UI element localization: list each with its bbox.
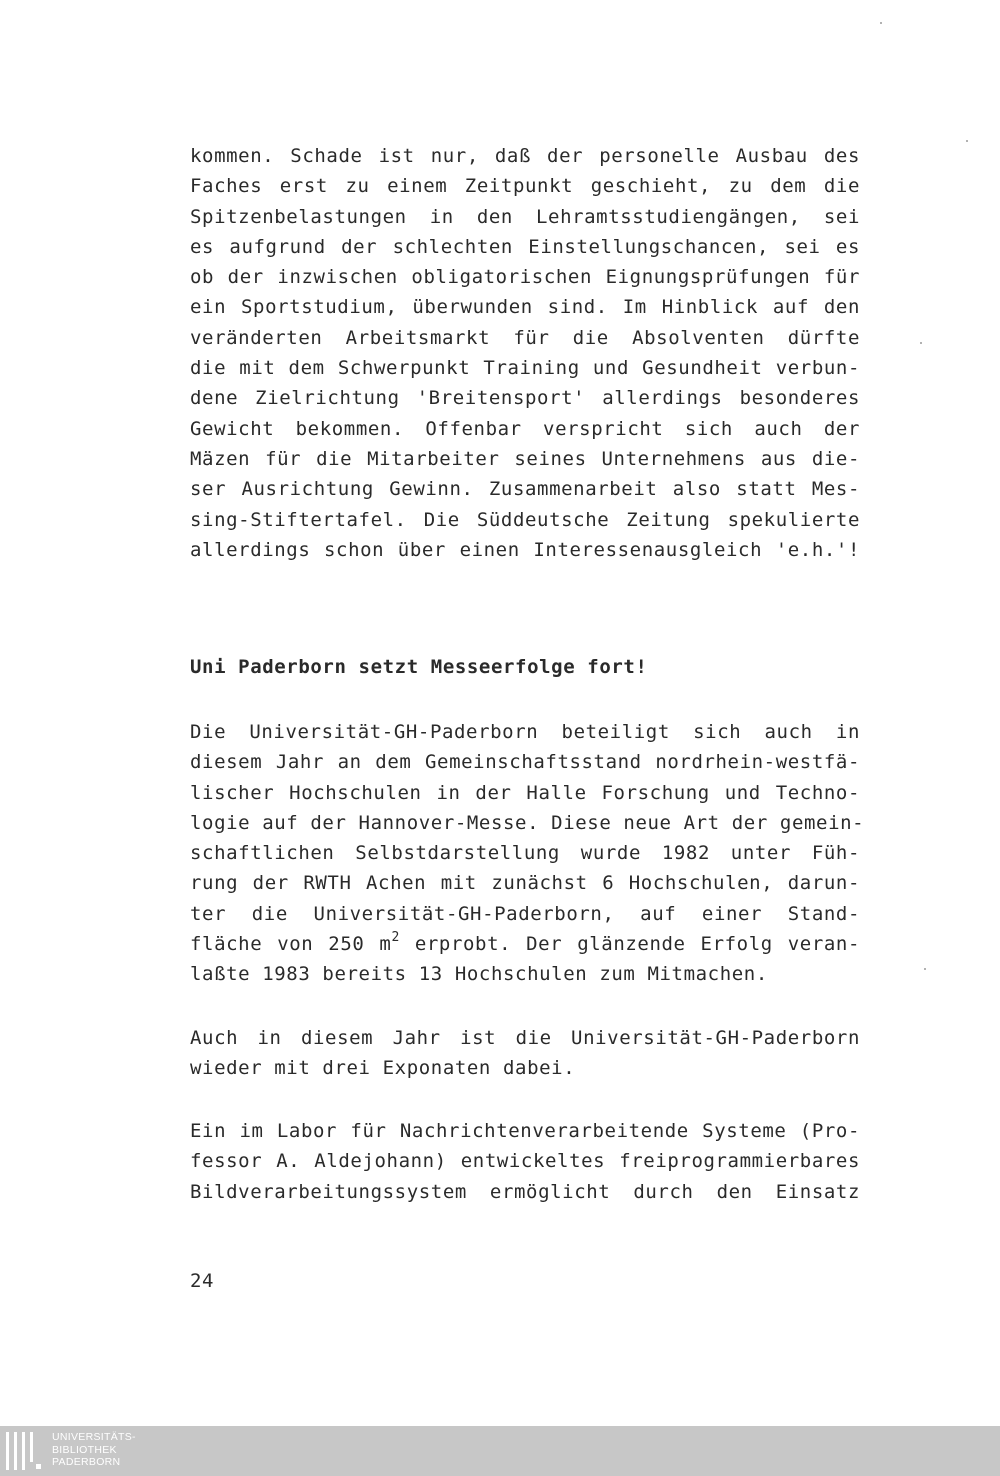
logo-dot (36, 1464, 41, 1469)
section-heading: Uni Paderborn setzt Messeerfolge fort! (190, 656, 648, 678)
logo-line: UNIVERSITÄTS- (52, 1431, 136, 1443)
text-line: allerdings schon über einen Interessenausgleich 'e.h.'! (190, 538, 860, 561)
text-line: logie auf der Hannover-Messe. Diese neue Art der gemein- (190, 811, 865, 834)
text-line: es aufgrund der schlechten Einstellungschancen, sei es (190, 235, 860, 258)
text-line: Die Universität-GH-Paderborn beteiligt sich auch in (190, 721, 860, 743)
text-line: Faches erst zu einem Zeitpunkt geschieht, zu dem die (190, 175, 860, 198)
text-line: ob der inzwischen obligatorischen Eignungsprüfungen für (190, 266, 860, 289)
paragraph-1 (190, 141, 860, 565)
text-line: Gewicht bekommen. Offenbar verspricht sich auch der (190, 417, 860, 440)
text-line: veränderten Arbeitsmarkt für die Absolventen dürfte (190, 326, 860, 349)
library-logo-icon (6, 1432, 33, 1470)
text-line: laßte 1983 bereits 13 Hochschulen zum Mitmachen. (190, 963, 768, 986)
text-line: rung der RWTH Achen mit zunächst 6 Hochschulen, darun- (190, 872, 860, 895)
logo-line: BIBLIOTHEK (52, 1443, 117, 1456)
text-line-with-superscript (190, 929, 860, 959)
scan-speck (920, 342, 922, 344)
text-line: dene Zielrichtung 'Breitensport' allerdings besonderes (190, 387, 860, 410)
scan-speck (966, 140, 968, 142)
text-fragment: erprobt. Der glänzende Erfolg veran- (399, 933, 860, 956)
text-line: lischer Hochschulen in der Halle Forschung und Techno- (190, 781, 860, 804)
text-fragment: fläche von 250 m (190, 933, 392, 956)
logo-line: PADERBORN (52, 1456, 121, 1468)
text-line: ein Sportstudium, überwunden sind. Im Hinblick auf den (190, 296, 860, 319)
text-line: diesem Jahr an dem Gemeinschaftsstand nordrhein-westfä- (190, 751, 860, 774)
paragraph-2 (190, 717, 865, 990)
scan-speck (924, 968, 926, 970)
text-line: ser Ausrichtung Gewinn. Zusammenarbeit also statt Mes- (190, 478, 860, 501)
text-line: sing-Stiftertafel. Die Süddeutsche Zeitung spekulierte (190, 508, 860, 531)
text-line: kommen. Schade ist nur, daß der personelle Ausbau des (190, 145, 860, 167)
page-number: 24 (190, 1270, 215, 1292)
paragraph-4 (190, 1116, 860, 1207)
text-line: schaftlichen Selbstdarstellung wurde 1982 unter Füh- (190, 842, 860, 865)
library-logo-text (52, 1431, 136, 1469)
scan-speck (880, 22, 882, 24)
text-line: Bildverarbeitungssystem ermöglicht durch den Einsatz (190, 1180, 860, 1203)
superscript: 2 (391, 929, 400, 945)
text-line: fessor A. Aldejohann) entwickeltes freiprogrammierbares (190, 1150, 860, 1173)
text-line: Ein im Labor für Nachrichtenverarbeitende Systeme (Pro- (190, 1120, 860, 1142)
text-line: die mit dem Schwerpunkt Training und Gesundheit verbun- (190, 357, 860, 380)
library-footer (0, 1426, 1000, 1476)
text-line: Mäzen für die Mitarbeiter seines Unternehmens aus die- (190, 447, 860, 470)
text-line: ter die Universität-GH-Paderborn, auf einer Stand- (190, 902, 860, 925)
paragraph-3 (190, 1023, 860, 1084)
text-line: Spitzenbelastungen in den Lehramtsstudiengängen, sei (190, 205, 860, 228)
text-line: wieder mit drei Exponaten dabei. (190, 1057, 576, 1080)
text-line: Auch in diesem Jahr ist die Universität-GH-Paderborn (190, 1027, 860, 1049)
